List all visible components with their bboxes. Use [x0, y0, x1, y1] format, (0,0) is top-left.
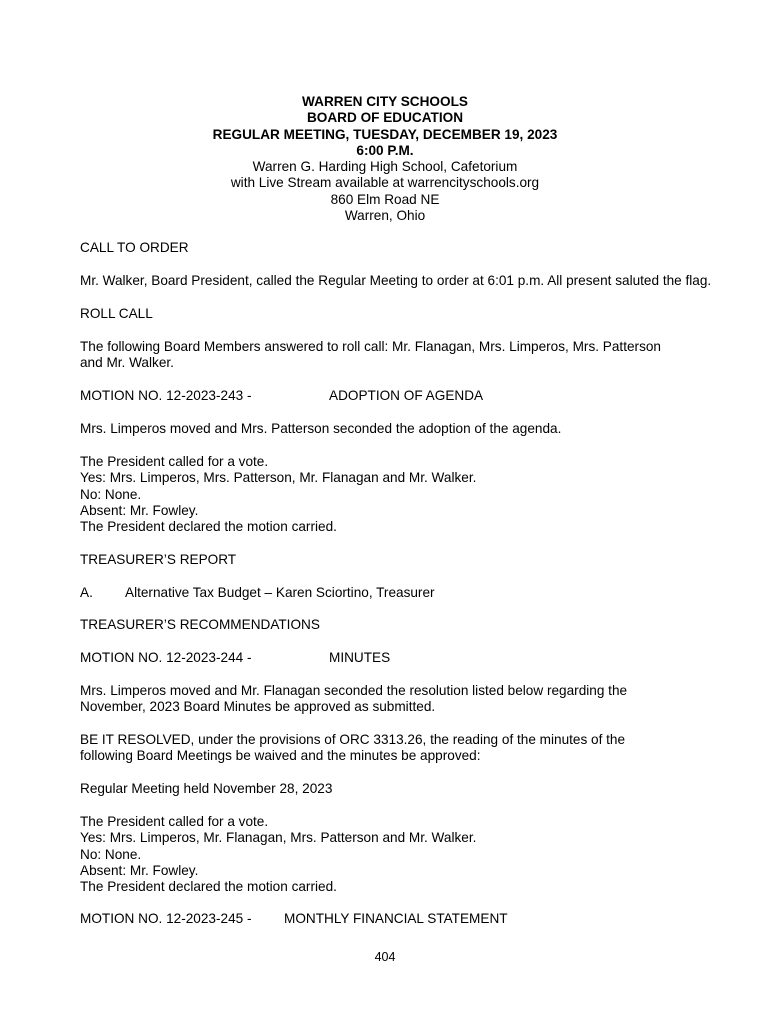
motion-243-header	[80, 388, 740, 404]
vote-call: The President called for a vote.	[80, 454, 269, 469]
call-to-order-text: Mr. Walker, Board President, called the Regular Meeting to order at 6:01 p.m. All present saluted the flag.	[80, 273, 712, 288]
moved-line-2: November, 2023 Board Minutes be approved as submitted.	[80, 699, 436, 715]
page-number: 404	[374, 950, 396, 964]
motion-245-header	[80, 911, 740, 927]
vote-absent: Absent: Mr. Fowley.	[80, 862, 199, 878]
motion-244-moved	[80, 683, 740, 716]
vote-yes: Yes: Mrs. Limperos, Mr. Flanagan, Mrs. Patterson and Mr. Walker.	[80, 830, 477, 846]
roll-call-heading: ROLL CALL	[80, 306, 153, 321]
motion-244-resolved	[80, 732, 740, 765]
motion-title: MINUTES	[329, 650, 391, 665]
venue-city: Warren, Ohio	[344, 208, 426, 224]
treasurer-report-item	[80, 585, 740, 601]
call-to-order-heading: CALL TO ORDER	[80, 240, 189, 255]
meeting-venue: Warren G. Harding High School, Cafetorium	[252, 159, 518, 175]
vote-no: No: None.	[80, 486, 142, 502]
motion-243-vote	[80, 454, 740, 535]
venue-address: 860 Elm Road NE	[330, 191, 440, 207]
vote-absent: Absent: Mr. Fowley.	[80, 502, 199, 518]
treasurer-report-heading: TREASURER’S REPORT	[80, 552, 237, 567]
vote-yes: Yes: Mrs. Limperos, Mrs. Patterson, Mr. Flanagan and Mr. Walker.	[80, 470, 477, 486]
roll-call-line-1: The following Board Members answered to roll call: Mr. Flanagan, Mrs. Limperos, Mrs. Patterson	[80, 339, 661, 354]
motion-title: MONTHLY FINANCIAL STATEMENT	[284, 911, 508, 926]
resolved-line-2: following Board Meetings be waived and the minutes be approved:	[80, 748, 481, 764]
motion-243-moved: Mrs. Limperos moved and Mrs. Patterson seconded the adoption of the agenda.	[80, 421, 562, 436]
moved-line-1: Mrs. Limperos moved and Mr. Flanagan seconded the resolution listed below regarding the	[80, 683, 628, 698]
motion-number: MOTION NO. 12-2023-244 -	[80, 650, 252, 665]
roll-call-text	[80, 339, 740, 372]
meeting-time: 6:00 P.M.	[356, 142, 414, 158]
live-stream-note: with Live Stream available at warrencityschools.org	[230, 175, 540, 191]
document-header	[0, 94, 770, 224]
org-name: WARREN CITY SCHOOLS	[302, 94, 468, 109]
roll-call-line-2: and Mr. Walker.	[80, 355, 174, 371]
vote-result: The President declared the motion carried.	[80, 519, 337, 535]
motion-title: ADOPTION OF AGENDA	[329, 388, 484, 403]
item-text: Alternative Tax Budget – Karen Sciortino, Treasurer	[125, 585, 435, 600]
motion-244-vote	[80, 814, 740, 895]
treasurer-recommendations-heading: TREASURER’S RECOMMENDATIONS	[80, 617, 320, 632]
motion-number: MOTION NO. 12-2023-243 -	[80, 388, 252, 403]
vote-result: The President declared the motion carried.	[80, 879, 337, 895]
board-name: BOARD OF EDUCATION	[306, 110, 464, 126]
vote-no: No: None.	[80, 846, 142, 862]
meeting-title: REGULAR MEETING, TUESDAY, DECEMBER 19, 2023	[212, 126, 558, 142]
vote-call: The President called for a vote.	[80, 814, 269, 829]
motion-244-header	[80, 650, 740, 666]
motion-244-meeting: Regular Meeting held November 28, 2023	[80, 781, 333, 796]
resolved-line-1: BE IT RESOLVED, under the provisions of ORC 3313.26, the reading of the minutes of the	[80, 732, 626, 747]
item-letter: A.	[80, 585, 93, 600]
motion-number: MOTION NO. 12-2023-245 -	[80, 911, 252, 926]
